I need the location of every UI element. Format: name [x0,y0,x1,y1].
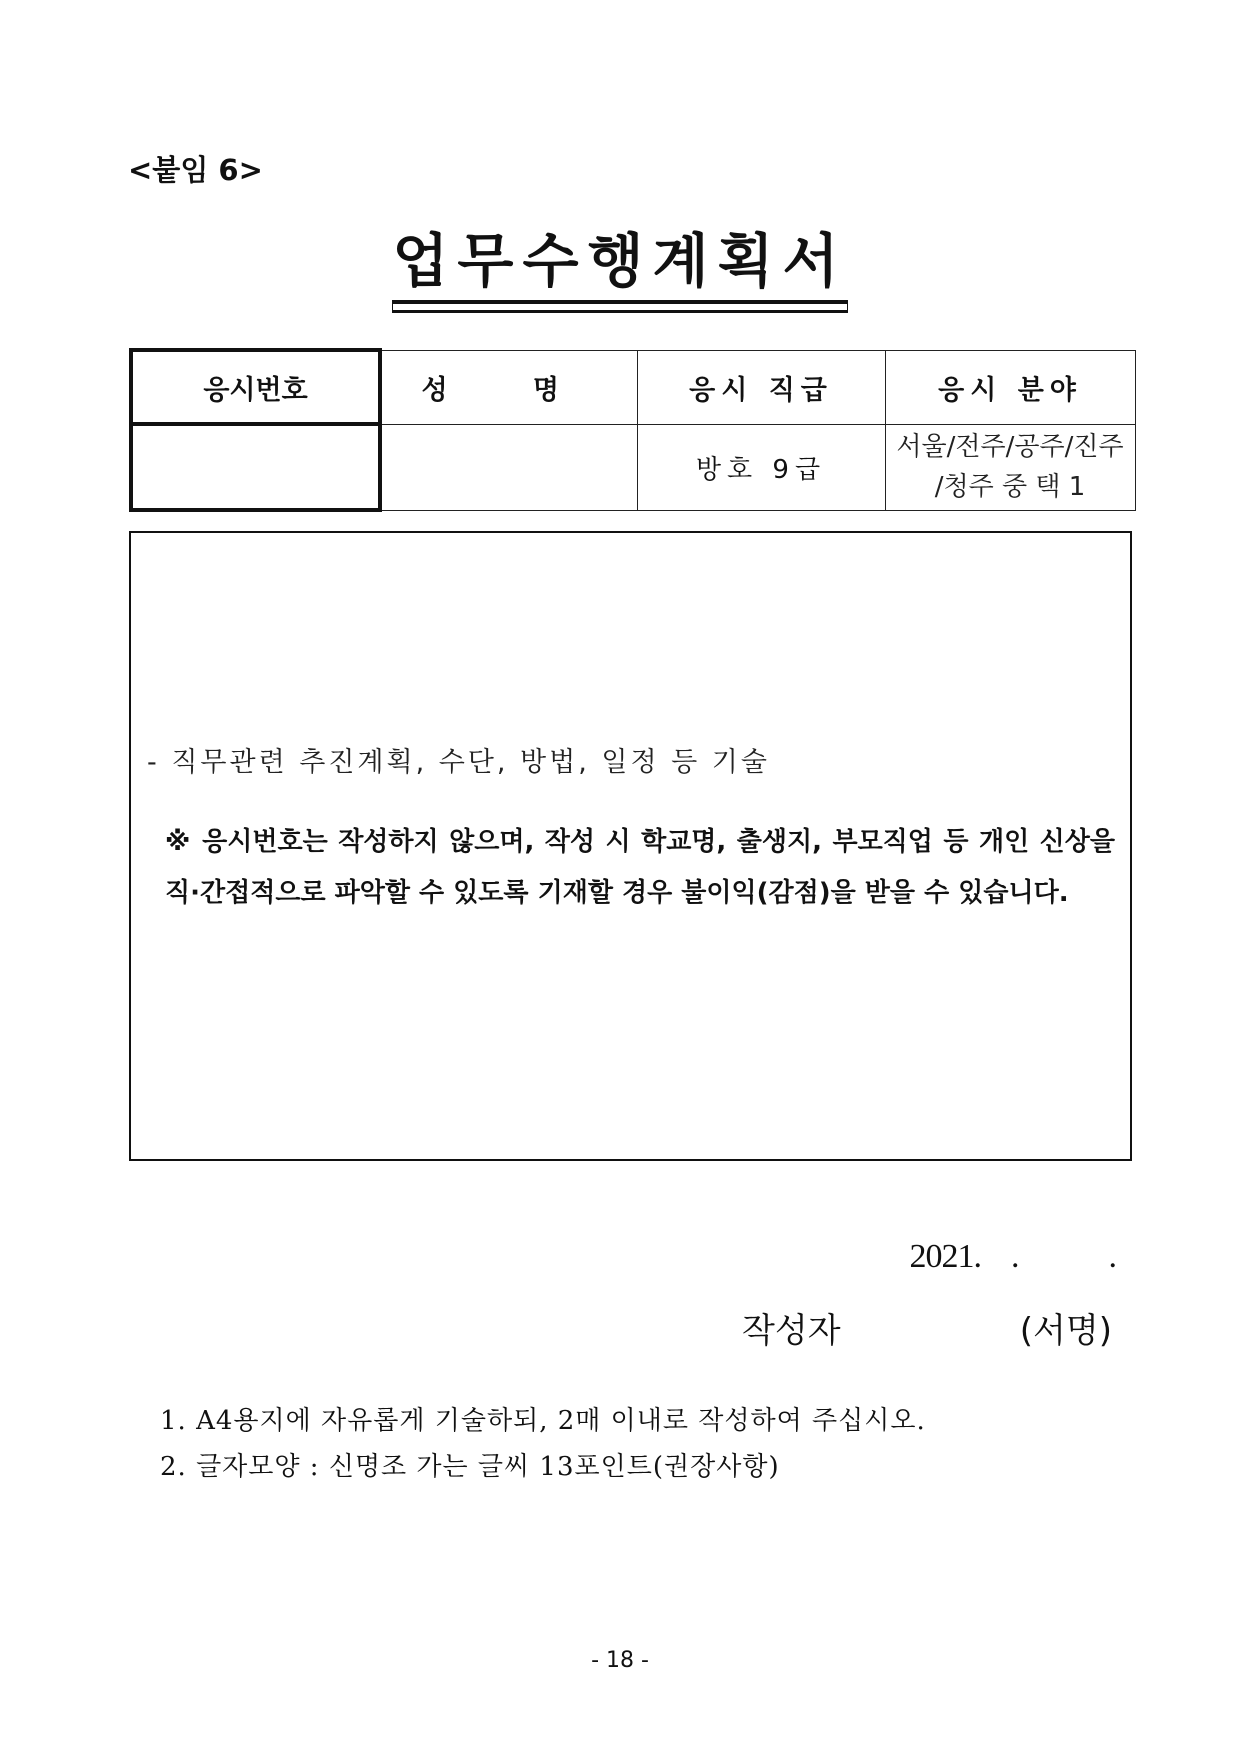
header-field: 응시 분야 [885,350,1135,424]
content-notice: ※ 응시번호는 작성하지 않으며, 작성 시 학교명, 출생지, 부모직업 등 개인 신상을 직·간접적으로 파악할 수 있도록 기재할 경우 불이익(감점)을 받을 수 있습니다. [165,827,1115,908]
field-cell [885,424,1135,510]
document-title: 업무수행계획서 [392,214,847,304]
date-line [910,1238,1117,1276]
page-number: - 18 - [591,1648,649,1673]
field-line-2: /청주 중 택 1 [934,472,1086,502]
header-exam-number: 응시번호 [131,350,380,424]
grade-cell: 방호 9급 [637,424,885,510]
date-month-dot: . [1011,1238,1019,1275]
writer-label: 작성자 [742,1311,841,1351]
name-cell[interactable] [380,424,637,510]
field-line-1: 서울/전주/공주/진주 [896,432,1124,462]
table-header-row [131,350,1135,424]
instruction-item: 2. 글자모양 : 신명조 가는 글씨 13포인트(권장사항) [160,1452,780,1482]
document-title-wrapper [0,214,1240,304]
exam-number-cell[interactable] [131,424,380,510]
date-day-dot: . [1108,1238,1116,1275]
date-year: 2021. [909,1238,981,1275]
plan-content-box[interactable] [129,531,1132,1161]
instructions-list [160,1398,926,1490]
attachment-label: <붙임 6> [128,153,263,187]
header-name: 성 명 [380,350,637,424]
instruction-item: 1. A4용지에 자유롭게 기술하되, 2매 이내로 작성하여 주십시오. [160,1406,926,1436]
signature-label: (서명) [1019,1311,1112,1351]
table-value-row [131,424,1135,510]
content-description: - 직무관련 추진계획, 수단, 방법, 일정 등 기술 [147,747,770,778]
header-grade: 응시 직급 [637,350,885,424]
applicant-info-table [129,348,1136,512]
